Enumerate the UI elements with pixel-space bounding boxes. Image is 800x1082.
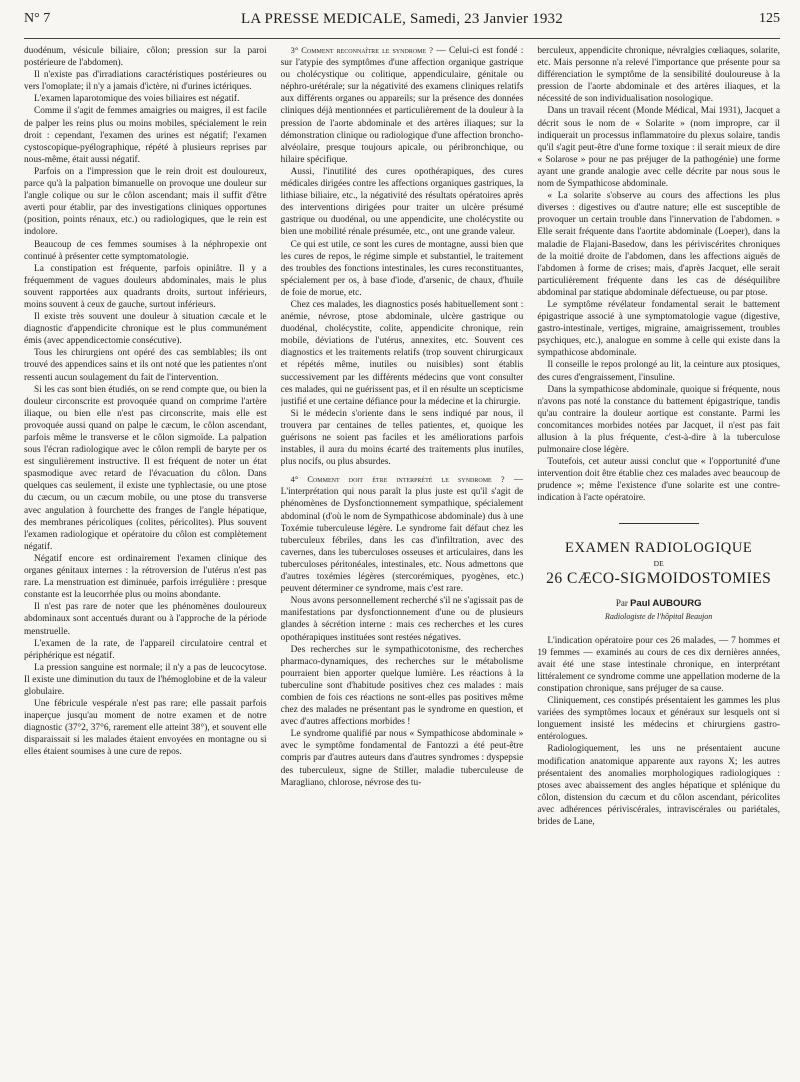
paragraph: Une fébricule vespérale n'est pas rare; elle passait parfois inaperçue jusqu'au moment de notre examen et de notre diagnostic (37°2, 37°6, rarement elle atteint 38°), et souvent elle disparaissait si les malades étaient envoyées en montagne ou si elles étaient soumises à une cure de repos. xyxy=(24,699,267,758)
column-1 xyxy=(24,45,267,1075)
paragraph: Beaucoup de ces femmes soumises à la néphropexie ont continué à présenter cette symptomatologie. xyxy=(24,239,267,262)
paragraph: L'examen laparotomique des voies biliaires est négatif. xyxy=(34,94,240,105)
page-number: 125 xyxy=(759,11,780,26)
author-name: Paul AUBOURG xyxy=(630,597,702,609)
paragraph: « La solarite s'observe au cours des affections les plus diverses : digestives ou d'autre nature; elle est susceptible de provoquer un certain trouble dans l'innervation de l'abdomen. » Elle serait fréquente dans l'aortite abdominale (Loeper), dans la maladie de Flajani-Basedow, dans les périviscérites chroniques de la moitié droite de l'abdomen, dans les affections aiguës de l'abdomen à forme de crises; mais, d'après Jacquet, elle serait particulièrement fréquente dans les cas de déséquilibre abdominal par statique abdominale défectueuse, ou par ptose. xyxy=(537,191,781,298)
section-3-heading: 3° Comment reconnaître le syndrome ? xyxy=(290,46,433,55)
article-heading xyxy=(537,523,780,621)
paragraph: Tous les chirurgiens ont opéré des cas semblables; ils ont trouvé des appendices sains et ils ont noté que les patientes n'ont ressenti aucun soulagement du fait de l'intervention. xyxy=(24,348,267,383)
paragraph: La constipation est fréquente, parfois opiniâtre. Il y a fréquemment de vagues douleurs abdominales, mais le plus souvent rapportées aux quadrants droits, surtout inférieurs, moins souvent à ceux de gauche, surtout inférieurs. xyxy=(24,263,267,310)
running-header xyxy=(24,0,780,39)
issue-number: N° 7 xyxy=(24,11,51,26)
paragraph: Parfois on a l'impression que le rein droit est douloureux, parce qu'à la palpation bimanuelle on provoque une douleur sur l'angle colique ou sur le côlon ascendant; mais il suffit d'être averti pour établir, par des investigations cliniques opportunes (position, points rénaux, etc.) ou radiologiques, que le rein est indolore. xyxy=(24,166,267,238)
paragraph: Ce qui est utile, ce sont les cures de montagne, aussi bien que les cures de repos, le régime simple et substantiel, le traitement des troubles des fonctions intestinales, les cures reconstituantes, spécialement per os, à base d'iode, d'arsenic, de chaux, d'huile de foie de morue, etc. xyxy=(280,239,524,298)
section-3-paragraph xyxy=(281,45,524,166)
article-title-line-1: EXAMEN RADIOLOGIQUE xyxy=(564,539,753,556)
byline xyxy=(537,598,780,609)
journal-title: LA PRESSE MEDICALE, Samedi, 23 Janvier 1932 xyxy=(241,10,563,27)
paragraph: Le symptôme révélateur fondamental serait le battement épigastrique associé à une symptomatologie vague (digestive, gastro-intestinale, vertiges, migraine, amaigrissement, troubles psychiques, etc.), analogue en somme à celle qui existe dans la sympathicose abdominale. xyxy=(537,299,781,359)
paragraph: Le syndrome qualifié par nous « Sympathicose abdominale » avec le symptôme fondamental de Fantozzi a été peut-être compris par d'autres auteurs dans d'autres syndromes : dyspepsie des tuberculeux, signe de Stiller, maladie tuberculeuse de Maragliano, chlorose, névrose des tu- xyxy=(280,729,524,788)
section-4-text: — L'interprétation qui nous paraît la plus juste est qu'il s'agit de phénomènes de Dysfonctionnement sympathique, spécialement abdominal (d'où le nom de Sympathicose abdominale) dus à une Toxémie tuberculeuse légère. Le syndrome fait défaut chez les tuberculeux fébriles, dans les cas d'infiltration, avec des cavernes, dans les tuberculoses osseuses et articulaires, dans les tuberculoses péritonéales, intestinales, etc. Nous admettons que d'autres toxémies légères (stercorémiques, pyogènes, etc.) peuvent déterminer ce syndrome, mais c'est rare. xyxy=(280,475,524,595)
section-3-text: — Celui-ci est fondé : sur l'atypie des symptômes d'une affection organique gastrique ou cholécystique ou colitique, appendiculaire, génitale ou néphro-urétérale; sur la négativité des examens cliniques relatifs aux différents organes ou appareils; sur la présence des données cliniques déjà mentionnées et particulièrement de la douleur à la pression de l'aorte abdominale et des artères iliaques; sur la démonstration clinique ou radiologique d'une affection broncho-alvéolaire, presque toujours apicale, ou péribronchique, ou hilaire spécifique. xyxy=(280,46,524,165)
paragraph: Comme il s'agit de femmes amaigries ou maigres, il est facile de palper les reins plus ou moins mobiles, spécialement le rein droit : cependant, l'examen des urines est négatif; l'examen cystoscopique-pyélographique, répété à plusieurs reprises par nous-même, était aussi négatif. xyxy=(24,106,267,165)
article-title-line-2: 26 CÆCO-SIGMOIDOSTOMIES xyxy=(546,569,772,587)
paragraph: Toutefois, cet auteur aussi conclut que « l'opportunité d'une intervention doit être établie chez ces malades avec beaucoup de prudence »; même l'existence d'une solarite est une contre-indication à l'acte opératoire. xyxy=(537,457,781,504)
paragraph: Chez ces malades, les diagnostics posés habituellement sont : anémie, névrose, ptose abdominale, ulcère gastrique ou duodénal, cholécystite, colite, appendicite chronique, rein mobile, déviations de l'utérus, annexites, etc. Souvent ces diagnostics et les traitements relatifs (trop souvent chirurgicaux et répétés même, inutiles ou nuisibles) sont établis successivement par les différents médecins que vont consulter ces malades, qui ne guérissent pas, et il en résulte un scepticisme justifié et une certaine défiance pour la médecine et la chirurgie. xyxy=(280,299,524,407)
article-title-de: DE xyxy=(653,558,664,568)
paragraph: Il n'est pas rare de noter que les phénomènes douloureux abdominaux sont accentués durant ou à l'approche de la période menstruelle. xyxy=(24,602,267,637)
paragraph: La pression sanguine est normale; il n'y a pas de leucocytose. Il existe une diminution du taux de l'hémoglobine et de la valeur globulaire. xyxy=(24,662,267,697)
section-4-heading: 4° Comment doit être interprété le syndrome ? xyxy=(290,475,505,485)
text-columns xyxy=(24,39,780,1075)
paragraph: Il conseille le repos prolongé au lit, la ceinture aux ptosiques, des cures d'engraissement, l'insuline. xyxy=(537,360,781,383)
separator-rule xyxy=(619,523,699,524)
paragraph: Il existe très souvent une douleur à situation cæcale et le diagnostic d'appendicite chronique est le plus communément émis (avec appendicectomie consécutive). xyxy=(24,312,267,347)
paragraph: Nous avons personnellement recherché s'il ne s'agissait pas de manifestations par dysfonctionnement d'une ou de plusieurs glandes à sécrétion interne : mais ces recherches et les cures opothérapiques instituées sont restées négatives. xyxy=(280,596,524,643)
column-2 xyxy=(281,45,524,1075)
byline-par: Par xyxy=(615,597,628,608)
paragraph: duodénum, vésicule biliaire, côlon; pression sur la paroi postérieure de l'abdomen). xyxy=(24,46,267,69)
paragraph: Il n'existe pas d'irradiations caractéristiques postérieures ou vers l'omoplate; il n'y a jamais d'ictère, ni d'urines ictériques. xyxy=(24,70,267,93)
paragraph: Des recherches sur le sympathicotonisme, des recherches pharmaco-dynamiques, des recherches sur le métabolisme pourraient bien apporter quelque lumière. Les réactions à la tuberculine sont d'habitude positives chez ces malades : mais combien de fois ces réactions ne sont-elles pas positives même chez des malades ne présentant pas le syndrome en question, et avec d'autres affections morbides ! xyxy=(280,644,524,728)
paragraph: Cliniquement, ces constipés présentaient les gammes les plus variées des symptômes locaux et généraux sur lesquels ont si longuement insisté les médecins et chirurgiens gastro-entérologues. xyxy=(537,696,781,743)
paragraph: Dans la sympathicose abdominale, quoique si fréquente, nous n'avons pas noté la constance du battement épigastrique, tandis qu'au contraire la douleur aortique est constante. Parmi les concomitances morbides notées par Jacquet, il n'est pas fait allusion à la plus fréquente, c'est-à-dire à la tuberculose pulmonaire close légère. xyxy=(537,384,781,456)
paragraph: Radiologiquement, les uns ne présentaient aucune modification anatomique apparente aux rayons X; les autres présentaient des anomalies morphologiques radiologiques : ptoses avec abaissement des angles hépatique et splénique du côlon, distension du cæcum et du côlon ascendant, péricolites avec adhérences périviscérales, intraviscérales ou pariétales, brides de Lane, xyxy=(537,744,781,827)
section-4-paragraph xyxy=(281,474,524,595)
paragraph: L'indication opératoire pour ces 26 malades, — 7 hommes et 19 femmes — examinés au cours de ces dix dernières années, avait été une stase intestinale chronique, en interprétant littéralement ce syndrome comme une appellation moderne de la constipation chronique, sans préjuger de sa cause. xyxy=(537,635,781,694)
paragraph: Aussi, l'inutilité des cures opothérapiques, des cures médicales dirigées contre les affections organiques gastriques, la lithiase biliaire, etc., la négativité des résultats opératoires après des interventions dirigées pour traiter un ulcère présumé gastrique ou duodénal, ou une appendicite, une cholécystite ou bien une mobilité rénale présumée, etc., ont une grande valeur. xyxy=(280,166,524,238)
paragraph: berculeux, appendicite chronique, névralgies cœliaques, solarite, etc. Mais personne n'a relevé l'importance que présente pour sa différenciation le symptôme de la sensibilité douloureuse à la pression de l'aorte abdominale et des artères iliaques, et la nécessité de son individualisation nosologique. xyxy=(537,46,781,105)
author-affiliation: Radiologiste de l'hôpital Beaujon xyxy=(605,611,713,621)
paragraph: Si le médecin s'oriente dans le sens indiqué par nous, il trouvera par centaines de telles patientes, et, quoique les guérisons ne soient pas faciles et les améliorations parfois instables, il aura du moins écarté des traitements plus inutiles, plus nocifs, ou plus absurdes. xyxy=(280,408,524,468)
paragraph: L'examen de la rate, de l'appareil circulatoire central et périphérique est négatif. xyxy=(24,638,267,661)
paragraph: Dans un travail récent (Monde Médical, Mai 1931), Jacquet a décrit sous le nom de « Solarite » (nom impropre, car il indiquerait un processus inflammatoire du plexus solaire, tandis qu'il s'agit peut-être d'une forme toxique : il serait mieux de dire « Solarose » pour ne pas préjuger de la pathogénie) une forme ayant une grande analogie avec celle décrite par nous sous le nom de Sympathicose abdominale. xyxy=(537,106,781,190)
column-3 xyxy=(537,45,780,1075)
paragraph: Si les cas sont bien étudiés, on se rend compte que, ou bien la douleur circonscrite est provoquée quand on comprime l'artère iliaque, ou bien elle n'est pas circonscrite, mais elle est provoquée aussi quand on palpe le cæcum, le côlon ascendant, parfois même le transverse et le côlon sigmoïde. La palpation sous l'écran radiologique avec le côlon rempli de baryte per os est singulièrement instructive. Il est fréquent de noter un état spasmodique avec retard de l'évacuation du côlon. Dans quelques cas seulement, il existe une typhlectasie, ou une ptose du cæcum, ou un cæcum mobile, ou une ptose du transverse avec angulation à fourchette des franges de l'angle hépatique, des membranes péricoliques (colites, péricolites). Plus souvent l'examen radiologique et opératoire du côlon est complètement négatif. xyxy=(24,384,267,552)
paragraph: Négatif encore est ordinairement l'examen clinique des organes génitaux internes : la rétroversion de l'utérus n'est pas rare. La menstruation est diminuée, parfois irrégulière : presque constante est la leucorrhée plus ou moins abondante. xyxy=(24,553,267,601)
